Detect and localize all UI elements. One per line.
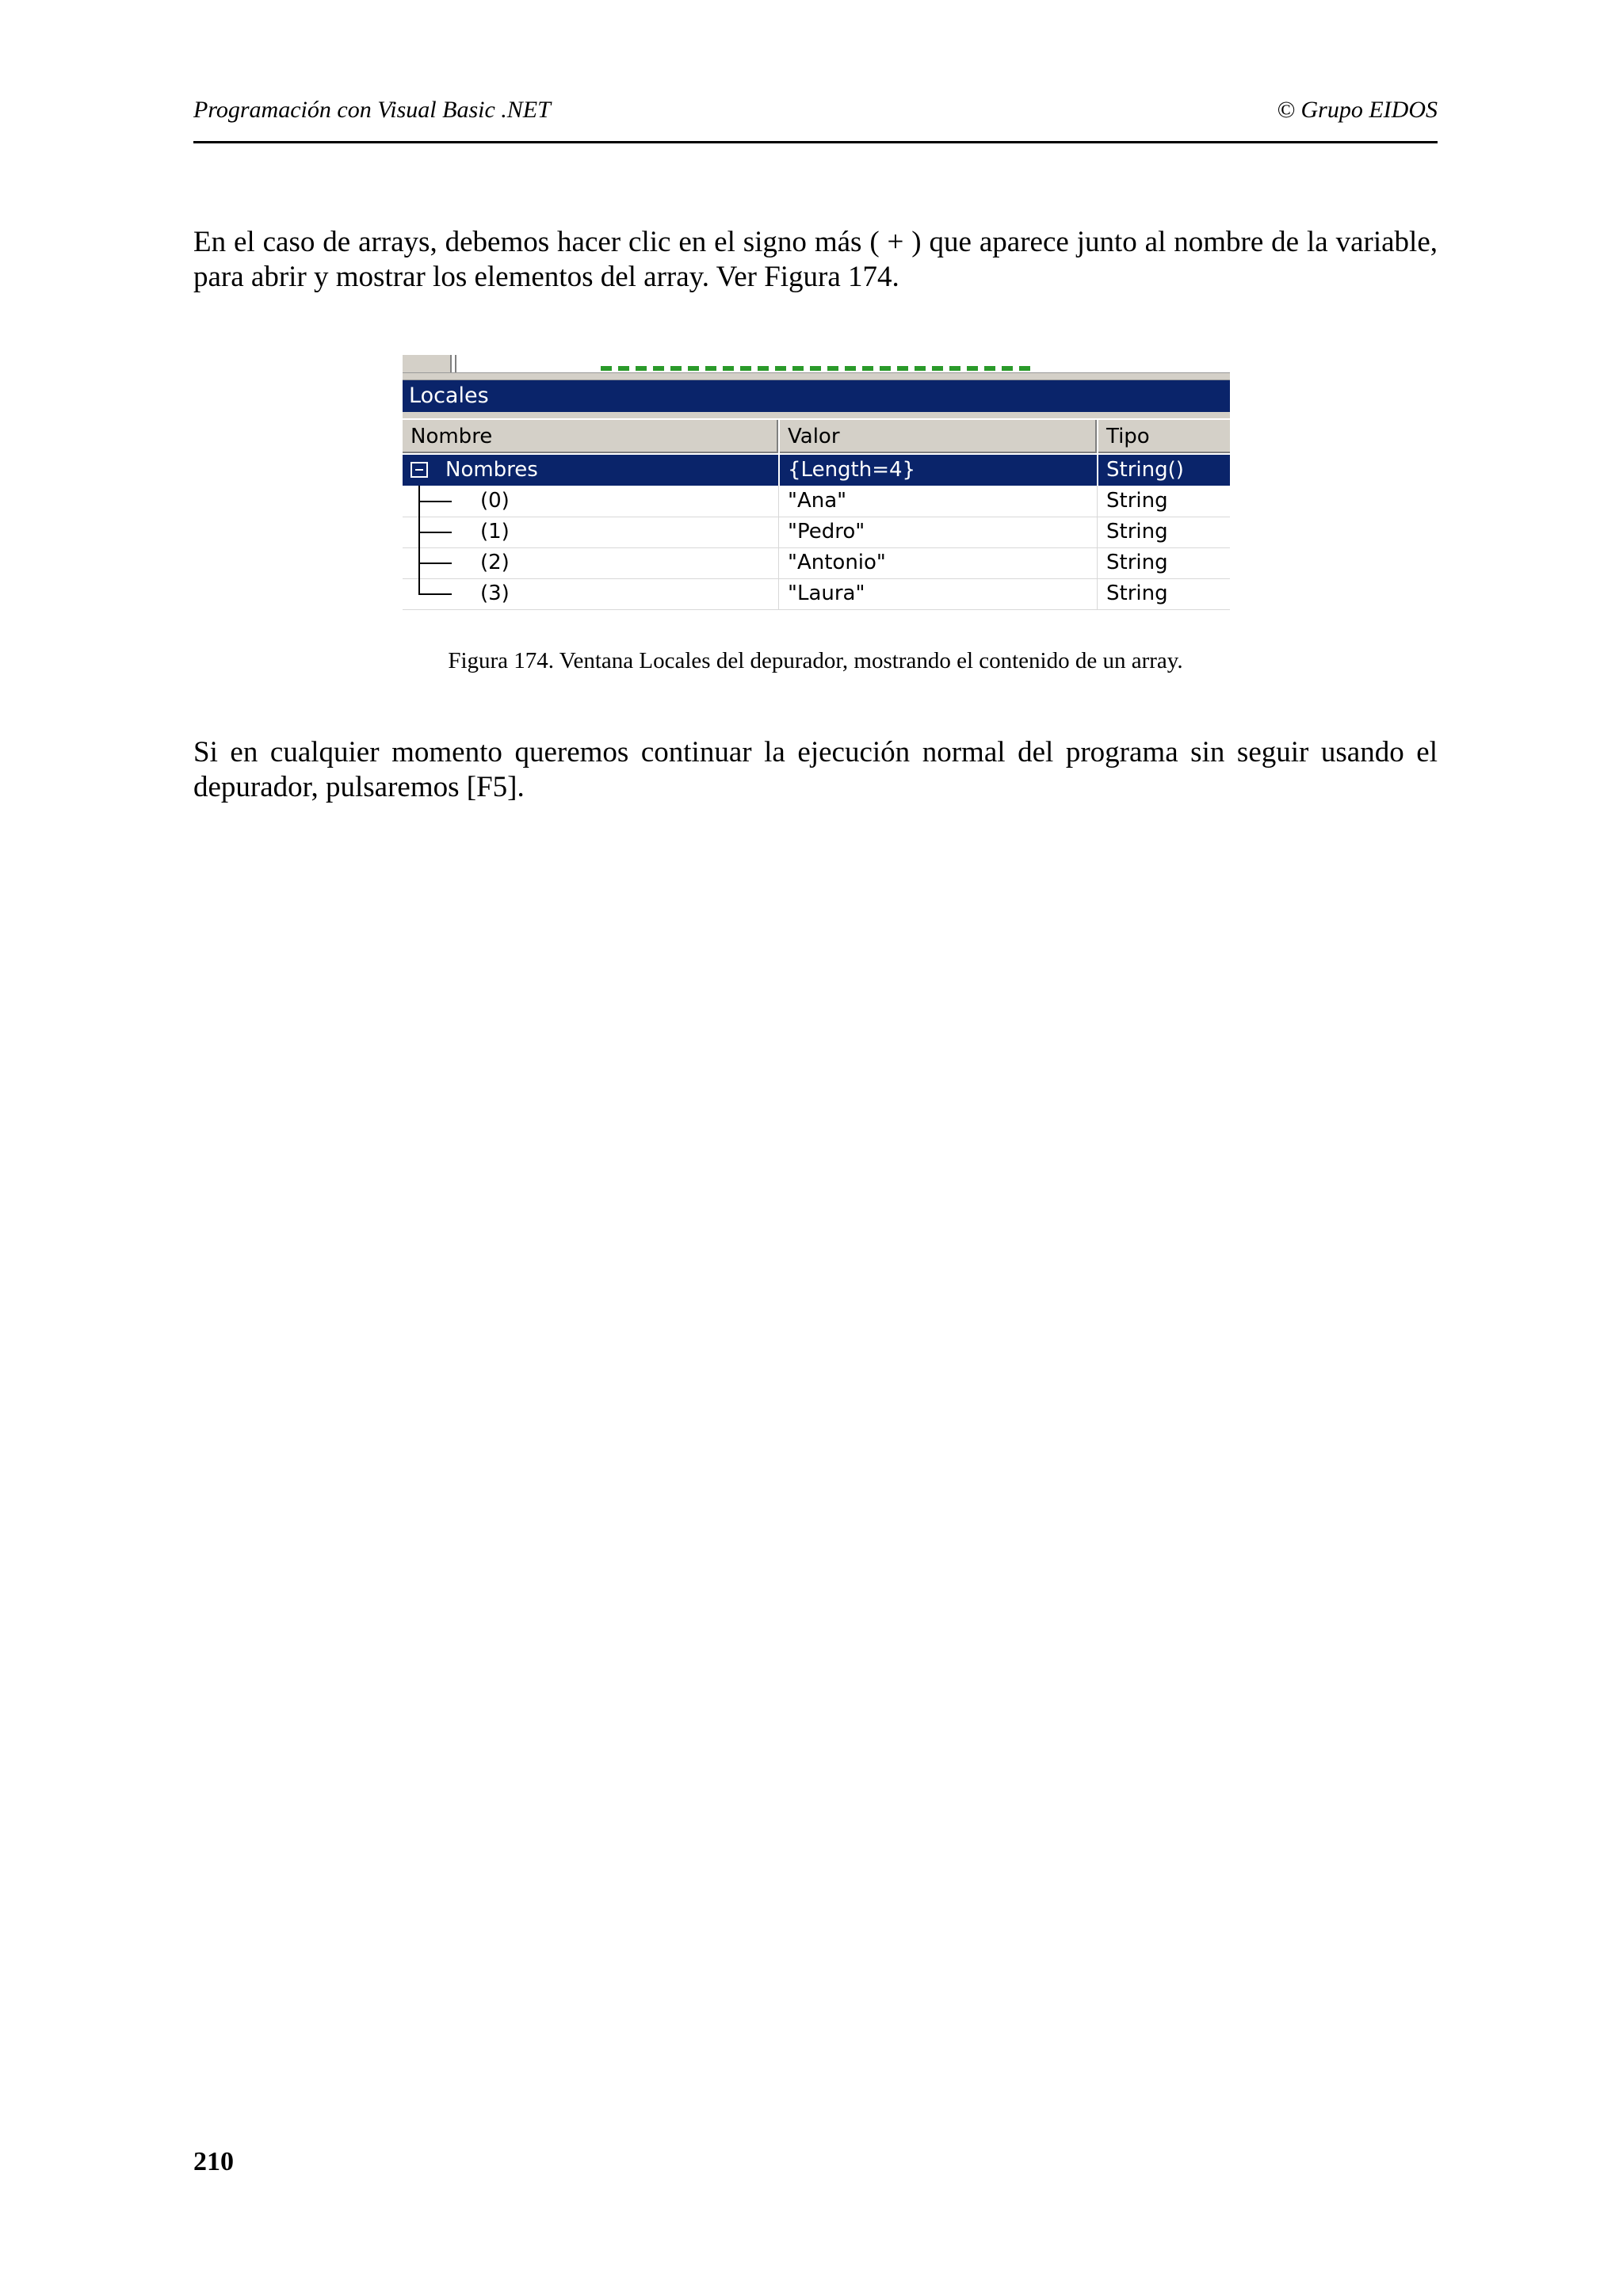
tree-branch-icon (418, 501, 452, 502)
cell-value: "Pedro" (780, 517, 1098, 547)
tree-line-icon (418, 578, 420, 594)
cell-name (403, 455, 780, 486)
table-row-root[interactable] (403, 455, 1230, 486)
cell-value: "Antonio" (780, 547, 1098, 578)
cell-name (403, 517, 779, 547)
column-header-valor[interactable]: Valor (780, 420, 1097, 453)
code-editor-strip (403, 355, 1230, 372)
table-row[interactable] (403, 547, 1230, 579)
cell-value: "Laura" (780, 578, 1098, 609)
body-paragraph-1: En el caso de arrays, debemos hacer clic en el signo más ( + ) que aparece junto al nombre de la variable, para abrir y mostrar los elementos del array. Ver Figura 174. (193, 226, 1438, 293)
page-header (193, 97, 1438, 143)
figure-caption: Figura 174. Ventana Locales del depurador, mostrando el contenido de un array. (448, 648, 1183, 673)
cell-value: "Ana" (780, 486, 1098, 517)
tree-branch-icon (418, 563, 452, 564)
cut-off-code-line (601, 366, 1037, 371)
collapse-minus-icon[interactable] (411, 462, 428, 478)
cell-name (403, 547, 779, 578)
header-book-title: Programación con Visual Basic .NET (193, 97, 551, 123)
page-number: 210 (193, 2147, 234, 2176)
table-row[interactable] (403, 517, 1230, 548)
cell-type: String (1106, 551, 1168, 574)
header-publisher: © Grupo EIDOS (1277, 97, 1438, 123)
variable-name: Nombres (445, 458, 538, 482)
array-index: (2) (480, 551, 510, 574)
cell-type: String (1106, 489, 1168, 513)
window-gap (403, 412, 1230, 418)
editor-gutter (403, 355, 452, 372)
tree-branch-icon (418, 593, 452, 595)
splitter-bar[interactable] (403, 372, 1230, 380)
cell-name (403, 578, 779, 609)
array-index: (3) (480, 582, 510, 605)
cell-name (403, 486, 779, 517)
body-paragraph-2: Si en cualquier momento queremos continuar la ejecución normal del programa sin seguir usando el depurador, pulsaremos [F5]. (193, 736, 1438, 803)
locals-window-figure (403, 355, 1230, 627)
cell-type: String (1106, 520, 1168, 543)
tree-branch-icon (418, 532, 452, 533)
cell-type: String() (1106, 458, 1184, 482)
cell-value: {Length=4} (780, 455, 1098, 486)
table-row[interactable] (403, 578, 1230, 610)
array-index: (0) (480, 489, 510, 513)
table-row[interactable] (403, 486, 1230, 517)
editor-margin (452, 355, 456, 372)
locals-window-title: Locales (403, 380, 1230, 412)
cell-type: String (1106, 582, 1168, 605)
column-header-tipo[interactable]: Tipo (1098, 420, 1230, 453)
array-index: (1) (480, 520, 510, 543)
column-header-nombre[interactable]: Nombre (403, 420, 778, 453)
